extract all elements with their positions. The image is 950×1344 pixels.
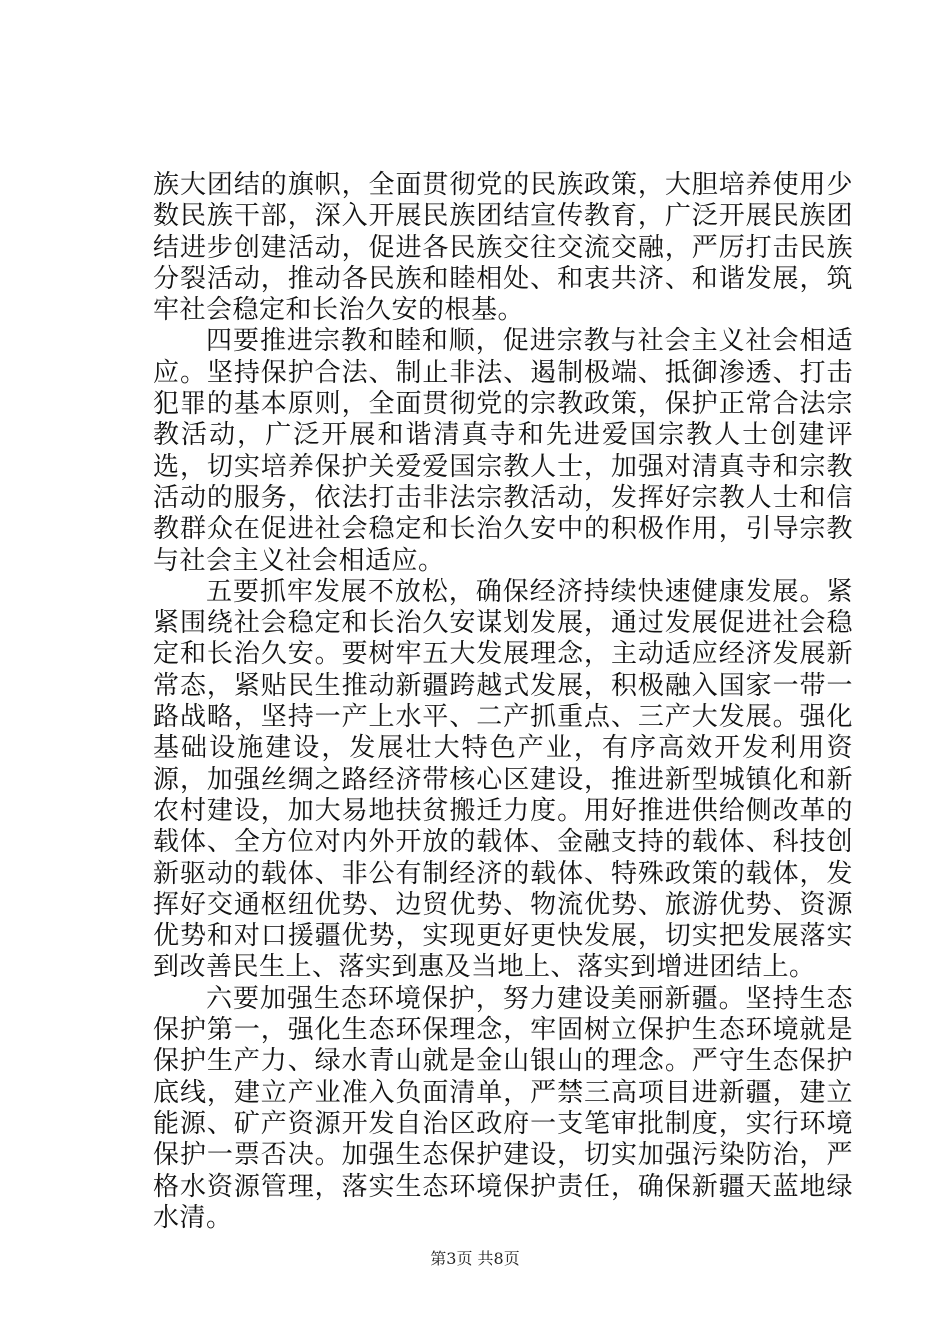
paragraph-continued: 族大团结的旗帜，全面贯彻党的民族政策，大胆培养使用少数民族干部，深入开展民族团结宣传教育，广泛开展民族团结进步创建活动，促进各民族交往交流交融，严厉打击民族分裂活动，推动各民族和睦相处、和衷共济、和谐发展，筑牢社会稳定和长治久安的根基。	[153, 170, 853, 326]
paragraph-ecology: 六要加强生态环境保护，努力建设美丽新疆。坚持生态保护第一，强化生态环保理念，牢固树立保护生态环境就是保护生产力、绿水青山就是金山银山的理念。严守生态保护底线，建立产业准入负面清单，严禁三高项目进新疆，建立能源、矿产资源开发自治区政府一支笔审批制度，实行环境保护一票否决。加强生态保护建设，切实加强污染防治，严格水资源管理，落实生态环境保护责任，确保新疆天蓝地绿水清。	[153, 983, 853, 1233]
page-number-footer: 第3页 共8页	[430, 1249, 520, 1268]
document-body	[153, 170, 853, 1234]
paragraph-development: 五要抓牢发展不放松，确保经济持续快速健康发展。紧紧围绕社会稳定和长治久安谋划发展，通过发展促进社会稳定和长治久安。要树牢五大发展理念，主动适应经济发展新常态，紧贴民生推动新疆跨越式发展，积极融入国家一带一路战略，坚持一产上水平、二产抓重点、三产大发展。强化基础设施建设，发展壮大特色产业，有序高效开发利用资源，加强丝绸之路经济带核心区建设，推进新型城镇化和新农村建设，加大易地扶贫搬迁力度。用好推进供给侧改革的载体、全方位对内外开放的载体、金融支持的载体、科技创新驱动的载体、非公有制经济的载体、特殊政策的载体，发挥好交通枢纽优势、边贸优势、物流优势、旅游优势、资源优势和对口援疆优势，实现更好更快发展，切实把发展落实到改善民生上、落实到惠及当地上、落实到增进团结上。	[153, 576, 853, 983]
paragraph-religion: 四要推进宗教和睦和顺，促进宗教与社会主义社会相适应。坚持保护合法、制止非法、遏制极端、抵御渗透、打击犯罪的基本原则，全面贯彻党的宗教政策，保护正常合法宗教活动，广泛开展和谐清真寺和先进爱国宗教人士创建评选，切实培养保护关爱爱国宗教人士，加强对清真寺和宗教活动的服务，依法打击非法宗教活动，发挥好宗教人士和信教群众在促进社会稳定和长治久安中的积极作用，引导宗教与社会主义社会相适应。	[153, 326, 853, 576]
